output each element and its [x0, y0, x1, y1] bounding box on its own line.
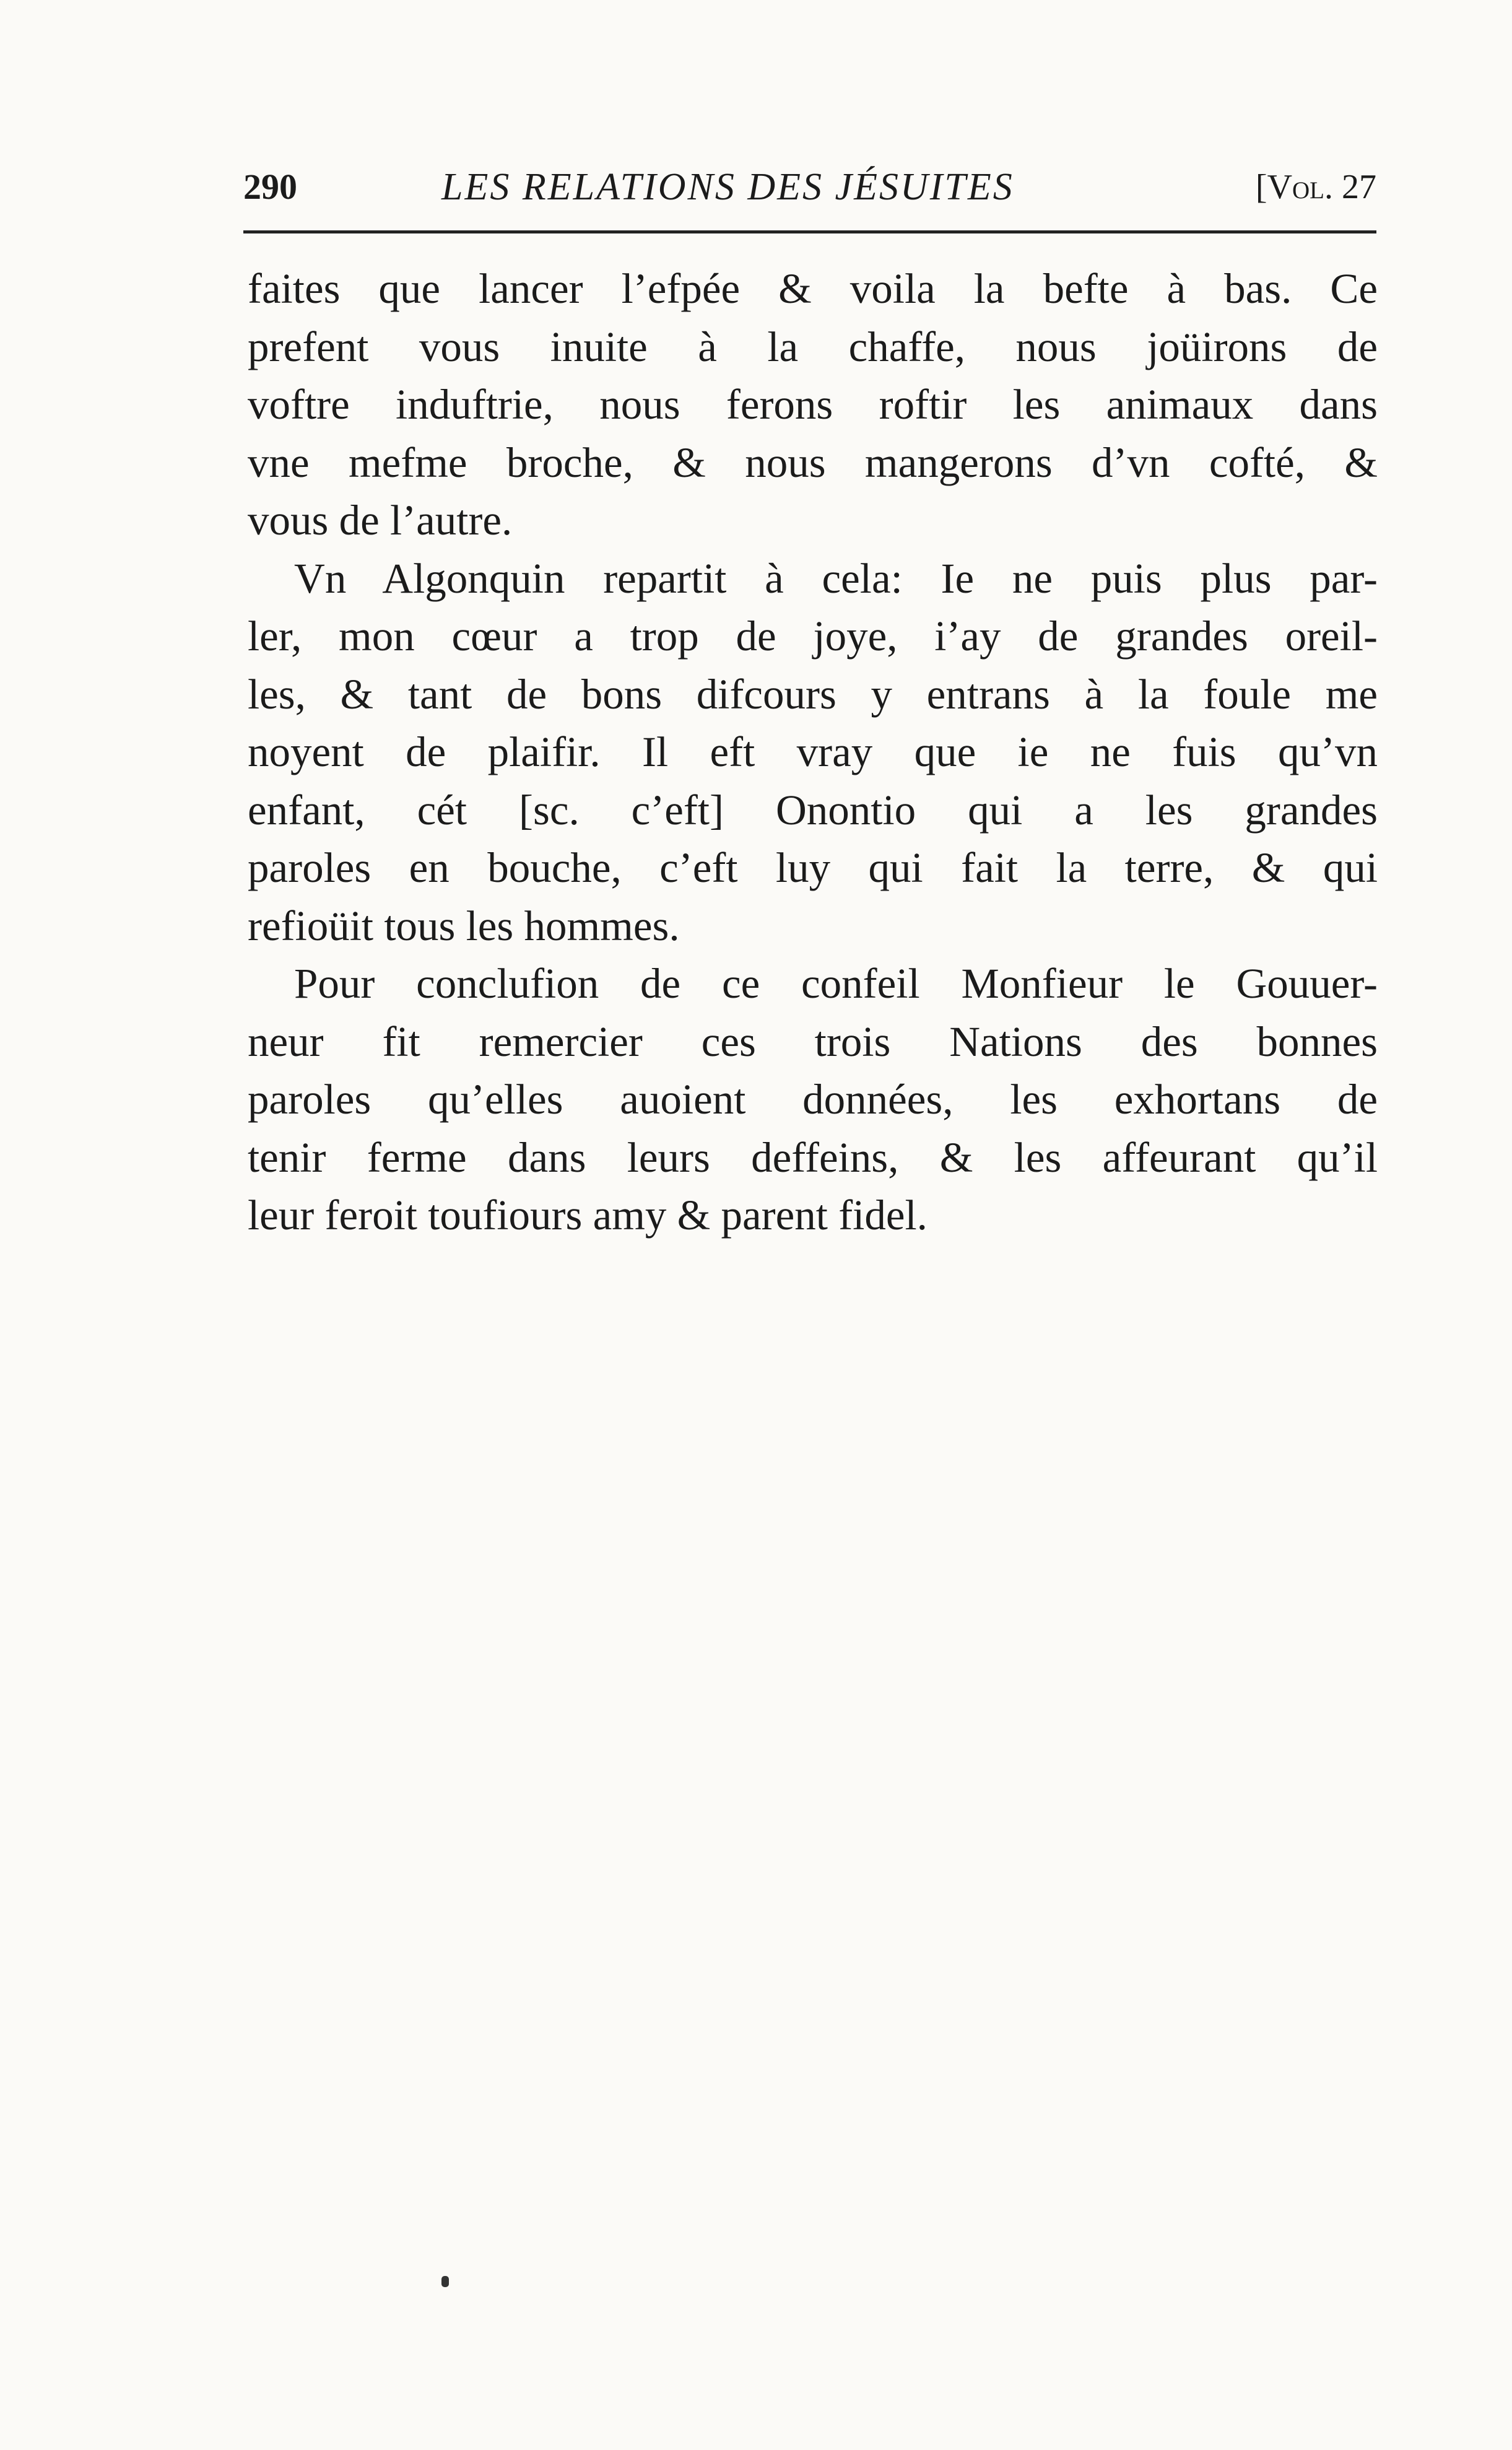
- text-line: neur fit remercier ces trois Nations des bonnes: [248, 1018, 1378, 1065]
- running-head: [243, 162, 1376, 212]
- text-line: prefent vous inuite à la chaffe, nous joüirons de: [248, 323, 1378, 370]
- text-line: Pour conclufion de ce confeil Monfieur le Gouuer-: [294, 960, 1378, 1007]
- text-line: voftre induftrie, nous ferons roftir les animaux dans: [248, 381, 1378, 428]
- text-line: refioüit tous les hommes.: [248, 902, 680, 949]
- body-text: [248, 260, 1378, 1245]
- text-line: les, & tant de bons difcours y entrans à la foule me: [248, 670, 1378, 718]
- text-line: enfant, cét [sc. c’eft] Onontio qui a les grandes: [248, 786, 1378, 834]
- text-line: vous de l’autre.: [248, 497, 513, 544]
- text-line: leur feroit toufiours amy & parent fidel.: [248, 1192, 928, 1239]
- text-line: ler, mon cœur a trop de joye, i’ay de grandes oreil-: [248, 612, 1378, 660]
- text-line: paroles qu’elles auoient données, les exhortans de: [248, 1076, 1378, 1123]
- text-line: vne mefme broche, & nous mangerons d’vn cofté, &: [248, 438, 1378, 486]
- text-line: faites que lancer l’efpée & voila la befte à bas. Ce: [248, 265, 1378, 312]
- text-line: paroles en bouche, c’eft luy qui fait la terre, & qui: [248, 844, 1378, 891]
- page-number: 290: [243, 167, 297, 207]
- running-title: LES RELATIONS DES JÉSUITES: [441, 166, 1014, 208]
- volume-label: [Vol. 27: [1255, 168, 1376, 206]
- text-line: noyent de plaifir. Il eft vray que ie ne fuis qu’vn: [248, 728, 1378, 775]
- text-line: Vn Algonquin repartit à cela: Ie ne puis plus par-: [294, 554, 1378, 602]
- text-line: tenir ferme dans leurs deffeins, & les affeurant qu’il: [248, 1133, 1378, 1181]
- header-rule: [243, 230, 1376, 233]
- ink-speck: [441, 2276, 449, 2287]
